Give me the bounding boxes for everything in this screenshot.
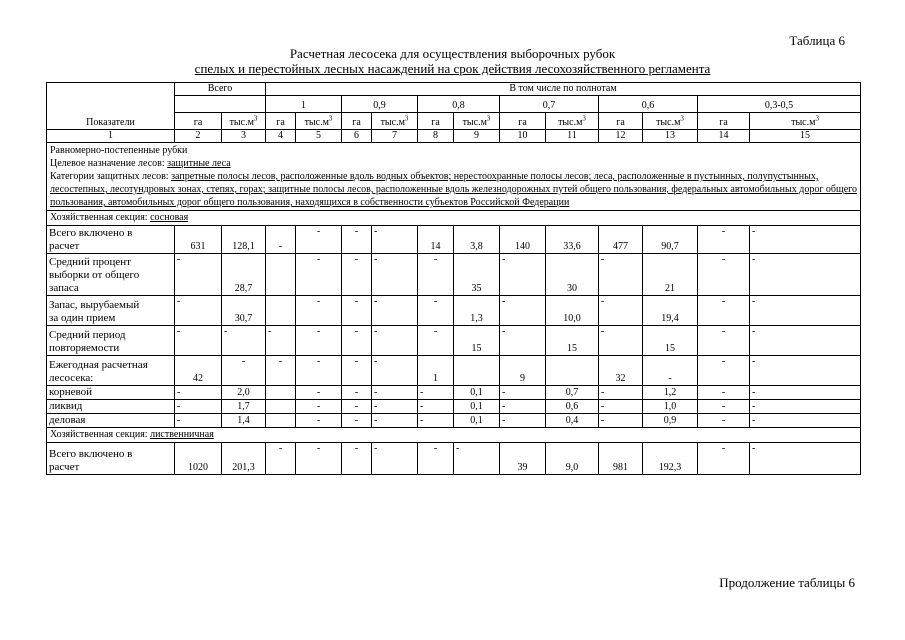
col-num: 10 — [500, 130, 546, 143]
cell: 30,7 — [222, 296, 266, 326]
cell — [266, 296, 296, 326]
col-num: 13 — [643, 130, 698, 143]
cell: - — [418, 326, 454, 356]
cell: 631 — [175, 226, 222, 254]
density-0-9: 0,9 — [342, 96, 418, 113]
cell: - — [418, 443, 454, 475]
cell: 1 — [418, 356, 454, 386]
cell: 21 — [643, 254, 698, 296]
col-num: 3 — [222, 130, 266, 143]
cell: - — [698, 414, 750, 428]
cell: - — [418, 296, 454, 326]
cell: 477 — [599, 226, 643, 254]
col-num: 11 — [546, 130, 599, 143]
cell: 1,4 — [222, 414, 266, 428]
cell: - — [342, 326, 372, 356]
cell: - — [222, 326, 266, 356]
col-num: 9 — [454, 130, 500, 143]
cell: - — [750, 386, 861, 400]
cell: - — [266, 356, 296, 386]
cell: 201,3 — [222, 443, 266, 475]
cell: - — [750, 254, 861, 296]
density-0-3-0-5: 0,3-0,5 — [698, 96, 861, 113]
cell: - — [750, 326, 861, 356]
col-num: 5 — [296, 130, 342, 143]
cell: - — [372, 296, 418, 326]
title-line-2: спелых и перестойных лесных насаждений на срок действия лесохозяйственного регламента — [194, 61, 711, 76]
cell: - — [342, 254, 372, 296]
table-row — [47, 443, 861, 475]
cell: - — [342, 356, 372, 386]
table-row — [47, 356, 861, 386]
cell: - — [750, 414, 861, 428]
cell: - — [372, 254, 418, 296]
cell: 33,6 — [546, 226, 599, 254]
cell: 10,0 — [546, 296, 599, 326]
cell: 0,6 — [546, 400, 599, 414]
col-num: 8 — [418, 130, 454, 143]
cell: 2,0 — [222, 386, 266, 400]
section-info-row — [47, 143, 861, 211]
cell: 0,7 — [546, 386, 599, 400]
cell: - — [454, 443, 500, 475]
cell: - — [296, 386, 342, 400]
cell: - — [296, 400, 342, 414]
cell: - — [698, 386, 750, 400]
cell — [454, 356, 500, 386]
cell: 42 — [175, 356, 222, 386]
forest-categories: Категории защитных лесов: запретные полосы лесов, расположенные вдоль водных объектов; нерестоохранные полосы лесов; леса, расположенные в пустынных, полупустынных, лесостепных, лесотундровых зонах, степях, горах; защитные полосы лесов, расположенные вдоль железнодорожных путей общего пользования, федеральных автомобильных дорог общего пользования, автомобильных дорог общего пользования, находящихся в собственности субъектов Российской Федерации — [50, 171, 858, 208]
col-num: 12 — [599, 130, 643, 143]
cell: - — [500, 414, 546, 428]
cell: - — [372, 326, 418, 356]
cell: - — [599, 414, 643, 428]
cell: - — [500, 386, 546, 400]
cell: - — [599, 296, 643, 326]
cell: 0,1 — [454, 400, 500, 414]
cell: - — [296, 326, 342, 356]
cell: - — [698, 400, 750, 414]
table-row — [47, 226, 861, 254]
col-num: 2 — [175, 130, 222, 143]
col-num: 14 — [698, 130, 750, 143]
cutting-type: Равномерно-постепенные рубки — [50, 145, 188, 156]
cell: - — [500, 326, 546, 356]
col-including: В том числе по полнотам — [266, 83, 861, 96]
cell: 1020 — [175, 443, 222, 475]
cell: 128,1 — [222, 226, 266, 254]
cell: 32 — [599, 356, 643, 386]
cell: 35 — [454, 254, 500, 296]
unit-vol: $тыс.м^3$ — [643, 113, 698, 130]
forest-cutting-table — [46, 82, 861, 475]
header-row-1 — [47, 83, 861, 96]
cell: - — [418, 386, 454, 400]
continuation-note: Продолжение таблицы 6 — [719, 575, 855, 590]
cell: - — [418, 414, 454, 428]
col-num: 1 — [47, 130, 175, 143]
cell: 0,9 — [643, 414, 698, 428]
cell: - — [698, 226, 750, 254]
cell: - — [372, 414, 418, 428]
cell: 0,1 — [454, 414, 500, 428]
cell: 140 — [500, 226, 546, 254]
unit-ha: га — [500, 113, 546, 130]
cell: - — [175, 400, 222, 414]
density-1: 1 — [266, 96, 342, 113]
cell — [266, 386, 296, 400]
cell: - — [750, 226, 861, 254]
unit-vol: $тыс.м^3$ — [296, 113, 342, 130]
cell: - — [175, 326, 222, 356]
cell: - — [342, 414, 372, 428]
cell: - — [175, 254, 222, 296]
unit-ha: га — [266, 113, 296, 130]
cell: - — [266, 443, 296, 475]
cell: - — [222, 356, 266, 386]
column-numbers-row — [47, 130, 861, 143]
unit-vol: $тыс.м^3$ — [372, 113, 418, 130]
row-label: Всего включено в расчет — [47, 226, 175, 254]
cell: 3,8 — [454, 226, 500, 254]
cell: 1,3 — [454, 296, 500, 326]
cell: - — [372, 356, 418, 386]
col-num: 15 — [750, 130, 861, 143]
density-0-7: 0,7 — [500, 96, 599, 113]
unit-vol: $тыс.м^3$ — [750, 113, 861, 130]
col-total: Всего — [175, 83, 266, 96]
cell — [266, 400, 296, 414]
total-spacer — [175, 96, 266, 113]
cell: - — [266, 226, 296, 254]
cell: - — [418, 400, 454, 414]
cell: - — [266, 326, 296, 356]
cell: - — [643, 356, 698, 386]
unit-vol: $тыс.м^3$ — [222, 113, 266, 130]
section-2-label-row — [47, 428, 861, 443]
table-title — [0, 46, 905, 76]
cell: - — [500, 254, 546, 296]
row-label: деловая — [47, 414, 175, 428]
cell: - — [296, 356, 342, 386]
cell: 0,4 — [546, 414, 599, 428]
cell: - — [175, 386, 222, 400]
section-1-label-row — [47, 211, 861, 226]
cell: - — [175, 414, 222, 428]
cell: - — [698, 443, 750, 475]
cell: 90,7 — [643, 226, 698, 254]
cell: - — [599, 326, 643, 356]
row-label: Средний процент выборки от общего запаса — [47, 254, 175, 296]
cell: 28,7 — [222, 254, 266, 296]
cell — [266, 254, 296, 296]
density-0-6: 0,6 — [599, 96, 698, 113]
cell: 1,7 — [222, 400, 266, 414]
unit-ha: га — [599, 113, 643, 130]
cell: - — [418, 254, 454, 296]
cell: 19,4 — [643, 296, 698, 326]
col-num: 6 — [342, 130, 372, 143]
cell: - — [698, 296, 750, 326]
cell: 14 — [418, 226, 454, 254]
section-info — [47, 143, 861, 211]
cell — [546, 356, 599, 386]
cell: - — [296, 226, 342, 254]
unit-ha: га — [342, 113, 372, 130]
unit-vol: $тыс.м^3$ — [546, 113, 599, 130]
table-row — [47, 296, 861, 326]
cell: 9 — [500, 356, 546, 386]
cell: 981 — [599, 443, 643, 475]
cell — [266, 414, 296, 428]
cell: 192,3 — [643, 443, 698, 475]
cell: - — [296, 296, 342, 326]
unit-ha: га — [418, 113, 454, 130]
col-indicators: Показатели — [47, 83, 175, 130]
table-number: Таблица 6 — [789, 33, 845, 48]
density-0-8: 0,8 — [418, 96, 500, 113]
table-row — [47, 254, 861, 296]
cell: - — [698, 356, 750, 386]
cell: - — [342, 443, 372, 475]
table-row — [47, 326, 861, 356]
section-2-label: Хозяйственная секция: лиственничная — [47, 428, 861, 443]
cell: - — [698, 254, 750, 296]
table-row — [47, 414, 861, 428]
cell: - — [296, 254, 342, 296]
cell: - — [342, 386, 372, 400]
unit-ha: га — [698, 113, 750, 130]
title-line-1: Расчетная лесосека для осуществления выборочных рубок — [289, 46, 616, 61]
table-row — [47, 386, 861, 400]
col-num: 7 — [372, 130, 418, 143]
row-label: Ежегодная расчетная лесосека: — [47, 356, 175, 386]
section-1-label: Хозяйственная секция: сосновая — [47, 211, 861, 226]
cell: - — [750, 400, 861, 414]
forest-purpose: Целевое назначение лесов: защитные леса — [50, 158, 231, 169]
cell: 15 — [454, 326, 500, 356]
cell: - — [599, 254, 643, 296]
table-row — [47, 400, 861, 414]
cell: - — [175, 296, 222, 326]
cell: - — [372, 443, 418, 475]
unit-vol: $тыс.м^3$ — [454, 113, 500, 130]
cell: 9,0 — [546, 443, 599, 475]
row-label: Запас, вырубаемый за один прием — [47, 296, 175, 326]
cell: - — [372, 400, 418, 414]
cell: 15 — [643, 326, 698, 356]
cell: - — [342, 226, 372, 254]
cell: 1,2 — [643, 386, 698, 400]
col-num: 4 — [266, 130, 296, 143]
cell: 15 — [546, 326, 599, 356]
cell: 0,1 — [454, 386, 500, 400]
cell: - — [296, 443, 342, 475]
row-label: Средний период повторяемости — [47, 326, 175, 356]
cell: 39 — [500, 443, 546, 475]
cell: - — [296, 414, 342, 428]
row-label: ликвид — [47, 400, 175, 414]
cell: - — [372, 226, 418, 254]
cell: - — [372, 386, 418, 400]
row-label: корневой — [47, 386, 175, 400]
cell: 30 — [546, 254, 599, 296]
row-label: Всего включено в расчет — [47, 443, 175, 475]
cell: - — [599, 400, 643, 414]
cell: 1,0 — [643, 400, 698, 414]
cell: - — [750, 356, 861, 386]
cell: - — [698, 326, 750, 356]
cell: - — [500, 400, 546, 414]
cell: - — [342, 400, 372, 414]
cell: - — [342, 296, 372, 326]
cell: - — [599, 386, 643, 400]
cell: - — [750, 443, 861, 475]
cell: - — [750, 296, 861, 326]
unit-ha: га — [175, 113, 222, 130]
cell: - — [500, 296, 546, 326]
